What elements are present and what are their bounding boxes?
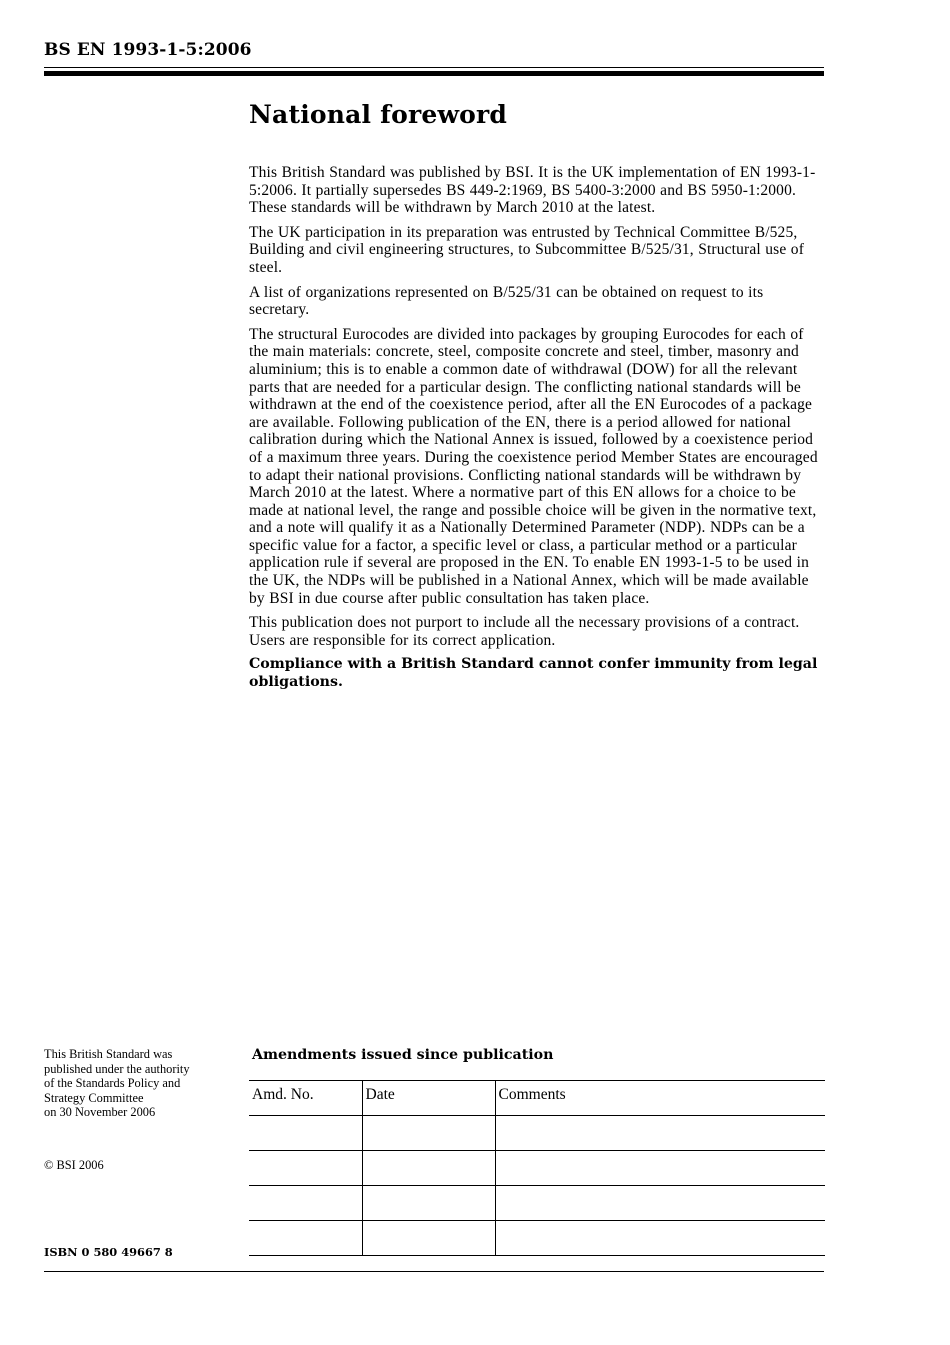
table-cell <box>495 1221 825 1256</box>
table-row <box>249 1186 825 1221</box>
table-cell <box>362 1186 495 1221</box>
table-row <box>249 1116 825 1151</box>
document-id: BS EN 1993-1-5:2006 <box>44 40 252 60</box>
column-header-comments: Comments <box>495 1081 825 1116</box>
paragraph-participation: The UK participation in its preparation was entrusted by Technical Committee B/525, Building and civil engineering structures, to Subcommittee B/525/31, Structural use of steel. <box>249 223 805 276</box>
paragraph-publication: This British Standard was published by BSI. It is the UK implementation of EN 1993-1-5:2006. It partially supersedes BS 449-2:1969, BS 5400-3:2000 and BS 5950-1:2000. These standards will be withdrawn by March 2010 at the latest. <box>249 164 816 217</box>
copyright-notice: © BSI 2006 <box>44 1158 104 1172</box>
header-rule-thin <box>44 67 824 68</box>
authority-line: of the Standards Policy and <box>44 1076 181 1091</box>
table-cell <box>249 1151 362 1186</box>
table-row <box>249 1151 825 1186</box>
authority-line: Strategy Committee <box>44 1090 144 1105</box>
paragraph-eurocodes: The structural Eurocodes are divided into packages by grouping Eurocodes for each of the main materials: concrete, steel, composite concrete and steel, timber, masonry and aluminium; this is to enable a common date of withdrawal (DOW) for all the relevant parts that are needed for a particular design. The conflicting national standards will be withdrawn at the end of the coexistence period, after all the EN Eurocodes of a package are available. Following publication of the EN, there is a period allowed for national calibration during which the National Annex is issued, followed by a coexistence period of a maximum three years. During the coexistence period Member States are encouraged to adapt their national provisions. Conflicting national standards will be withdrawn by March 2010 at the latest. Where a normative part of this EN allows for a choice to be made at national level, the range and possible choice will be given in the normative text, and a note will qualify it as a Nationally Determined Parameter (NDP). NDPs can be a specific value for a factor, a specific level or class, a particular method or a particular application rule if several are proposed in the EN. To enable EN 1993-1-5 to be used in the UK, the NDPs will be published in a National Annex, which will be made available by BSI in due course after public consultation has taken place. <box>249 325 818 607</box>
table-cell <box>249 1221 362 1256</box>
column-header-amd-no: Amd. No. <box>249 1081 362 1116</box>
authority-line: published under the authority <box>44 1061 190 1076</box>
table-cell <box>249 1116 362 1151</box>
column-header-date: Date <box>362 1081 495 1116</box>
table-cell <box>362 1151 495 1186</box>
publication-info <box>44 1047 234 1259</box>
table-cell <box>249 1186 362 1221</box>
foreword-body <box>249 164 824 699</box>
table-cell <box>495 1186 825 1221</box>
header-rule-thick <box>44 71 824 76</box>
authority-line: on 30 November 2006 <box>44 1105 156 1120</box>
table-cell <box>495 1151 825 1186</box>
paragraph-provisions: This publication does not purport to include all the necessary provisions of a contract. Users are responsible for its correct application. <box>249 614 800 649</box>
table-cell <box>362 1221 495 1256</box>
page-title: National foreword <box>249 100 508 129</box>
compliance-notice: Compliance with a British Standard cannot confer immunity from legal obligations. <box>249 656 818 691</box>
table-cell <box>362 1116 495 1151</box>
authority-line: This British Standard was <box>44 1047 173 1061</box>
footer-rule <box>44 1271 824 1272</box>
paragraph-organizations: A list of organizations represented on B/525/31 can be obtained on request to its secretary. <box>249 283 764 319</box>
table-header-row <box>249 1081 825 1116</box>
table-row <box>249 1221 825 1256</box>
amendments-title: Amendments issued since publication <box>252 1047 554 1063</box>
table-cell <box>495 1116 825 1151</box>
amendments-table <box>249 1080 825 1256</box>
isbn: ISBN 0 580 49667 8 <box>44 1245 173 1259</box>
